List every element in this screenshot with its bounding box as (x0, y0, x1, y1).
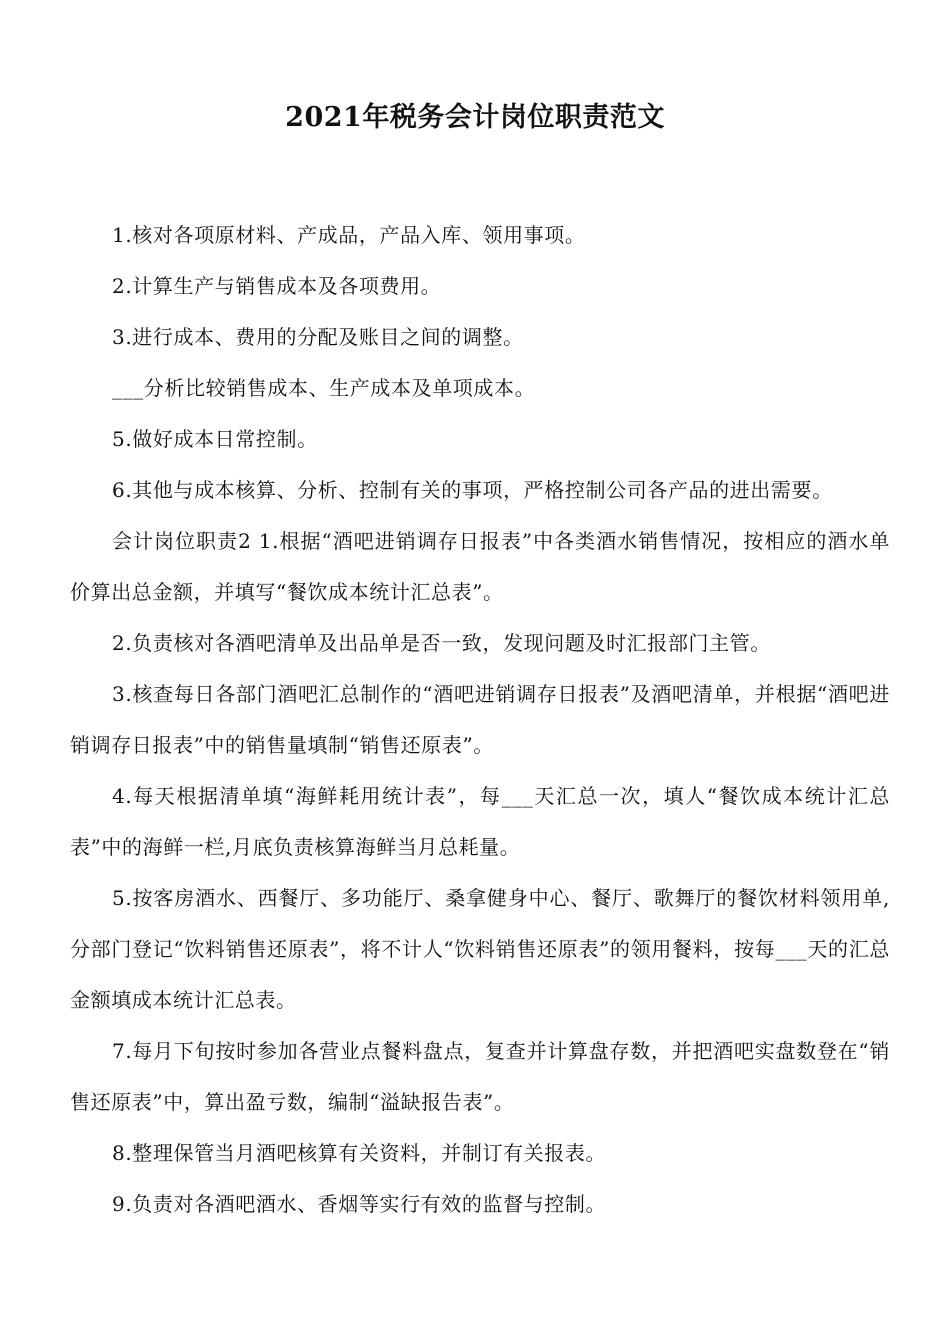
paragraph-1: 1.核对各项原材料、产成品，产品入库、领用事项。 (112, 223, 586, 247)
paragraph-2: 2.计算生产与销售成本及各项费用。 (112, 274, 442, 298)
paragraph-6: 6.其他与成本核算、分析、控制有关的事项，严格控制公司各产品的进出需要。 (112, 478, 833, 502)
paragraph-14: 9.负责对各酒吧酒水、香烟等实行有效的监督与控制。 (112, 1192, 607, 1216)
paragraph-12: 7.每月下旬按时参加各营业点餐料盘点，复查并计算盘存数，并把酒吧实盘数登在“销售还原表”中，算出盈亏数，编制“溢缺报告表”。 (70, 1039, 890, 1114)
document-body (70, 210, 890, 1230)
paragraph-11: 5.按客房酒水、西餐厅、多功能厅、桑拿健身中心、餐厅、歌舞厅的餐饮材料领用单,分部门登记“饮料销售还原表”，将不计人“饮料销售还原表”的领用餐料，按每___天的汇总金额填成本统计汇总表。 (70, 886, 890, 1012)
paragraph-7: 会计岗位职责2 1.根据“酒吧进销调存日报表”中各类酒水销售情况，按相应的酒水单价算出总金额，并填写“餐饮成本统计汇总表”。 (70, 529, 890, 604)
paragraph-8: 2.负责核对各酒吧清单及出品单是否一致，发现问题及时汇报部门主管。 (112, 631, 771, 655)
document-title: 2021年税务会计岗位职责范文 (285, 102, 665, 133)
paragraph-4: ___分析比较销售成本、生产成本及单项成本。 (112, 376, 536, 400)
paragraph-13: 8.整理保管当月酒吧核算有关资料，并制订有关报表。 (112, 1141, 607, 1165)
paragraph-5: 5.做好成本日常控制。 (112, 427, 318, 451)
paragraph-10: 4.每天根据清单填“海鲜耗用统计表”，每___天汇总一次，填人“餐饮成本统计汇总表”中的海鲜一栏,月底负责核算海鲜当月总耗量。 (70, 784, 890, 859)
paragraph-3: 3.进行成本、费用的分配及账目之间的调整。 (112, 325, 524, 349)
paragraph-9: 3.核查每日各部门酒吧汇总制作的“酒吧进销调存日报表”及酒吧清单，并根据“酒吧进销调存日报表”中的销售量填制“销售还原表”。 (70, 682, 890, 757)
